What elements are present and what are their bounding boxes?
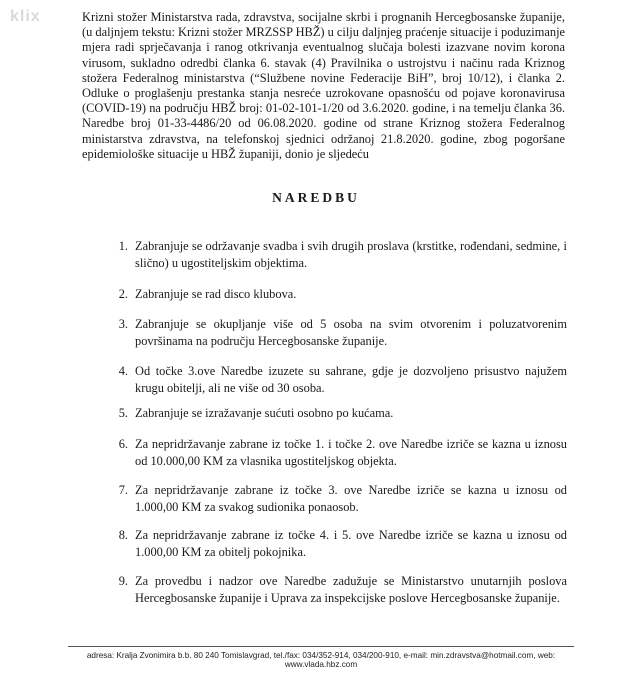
item-number: 7. — [118, 483, 128, 497]
intro-paragraph: Krizni stožer Ministarstva rada, zdravstva, socijalne skrbi i prognanih Hercegbosanske županije, (u daljnjem tekstu: Krizni stožer MRZSSP HBŽ) u cilju daljnjeg praćenje situacije i poduzimanje mjera radi sprječavanja i ranog otkrivanja eventualnog slučaja bolesti izazvane novim korona virusom, sukladno odredbi članka 6. stavak (4) Pravilnika o ustrojstvu i načinu rada Kriznog stožera Federalnog ministarstva (“Službene novine Federacije BiH”, broj 10/12), i članka 2. Odluke o proglašenju prestanka stanja nesreće uzrokovane opasnošću od pojave koronavirusa (COVID-19) na području HBŽ broj: 01-02-101-1/20 od 3.6.2020. godine, i na temelju članka 36. Naredbe broj 01-33-4486/20 od 06.08.2020. godine od strane Kriznog stožera Federalnog ministarstva zdravstva, na telefonskoj sjednici održanoj 21.8.2020. godine, zbog pogoršane epidemiološke situacije u HBŽ županiji, donio je sljedeću — [82, 10, 566, 161]
item-number: 1. — [118, 239, 128, 253]
item-number: 5. — [118, 406, 128, 420]
item-text: Za provedbu i nadzor ove Naredbe zadužuje se Ministarstvo unutarnjih poslova Hercegbosanske županije i Uprava za inspekcijske poslove Hercegbosanske županije. — [135, 574, 567, 605]
watermark-logo: klix — [10, 8, 41, 25]
item-text: Za nepridržavanje zabrane iz točke 4. i 5. ove Naredbe izriče se kazna u iznosu od 1.000,00 KM za obitelj pokojnika. — [135, 528, 567, 559]
item-text: Zabranjuje se rad disco klubova. — [135, 287, 297, 301]
footer-divider — [68, 646, 574, 647]
item-number: 3. — [118, 317, 128, 331]
item-number: 4. — [118, 364, 128, 378]
item-text: Zabranjuje se okupljanje više od 5 osoba na svim otvorenim i poluzatvorenim površinama na području Hercegbosanske županije. — [135, 317, 567, 348]
document-heading: NAREDBU — [272, 190, 360, 205]
item-text: Za nepridržavanje zabrane iz točke 3. ove Naredbe izriče se kazna u iznosu od 1.000,00 KM za svakog sudionika ponaosob. — [135, 483, 567, 514]
item-number: 8. — [118, 528, 128, 542]
footer-address: adresa: Kralja Zvonimira b.b. 80 240 Tomislavgrad, tel./fax: 034/352-914, 034/200-910, e-mail: min.zdravstva@hotmail.com, web: www.vlada.hbz.com — [86, 651, 556, 669]
item-text: Od točke 3.ove Naredbe izuzete su sahrane, gdje je dozvoljeno prisustvo najužem krugu obitelji, ali ne više od 30 osoba. — [135, 364, 567, 395]
item-text: Za nepridržavanje zabrane iz točke 1. i točke 2. ove Naredbe izriče se kazna u iznosu od 10.000,00 KM za vlasnika ugostiteljskog objekta. — [135, 437, 567, 468]
item-text: Zabranjuje se izražavanje sućuti osobno po kućama. — [135, 406, 394, 420]
item-text: Zabranjuje se održavanje svadba i svih drugih proslava (krstitke, rođendani, sedmine, i slično) u ugostiteljskim objektima. — [135, 239, 567, 270]
item-number: 2. — [118, 287, 128, 301]
item-number: 9. — [118, 574, 128, 588]
item-number: 6. — [118, 437, 128, 451]
